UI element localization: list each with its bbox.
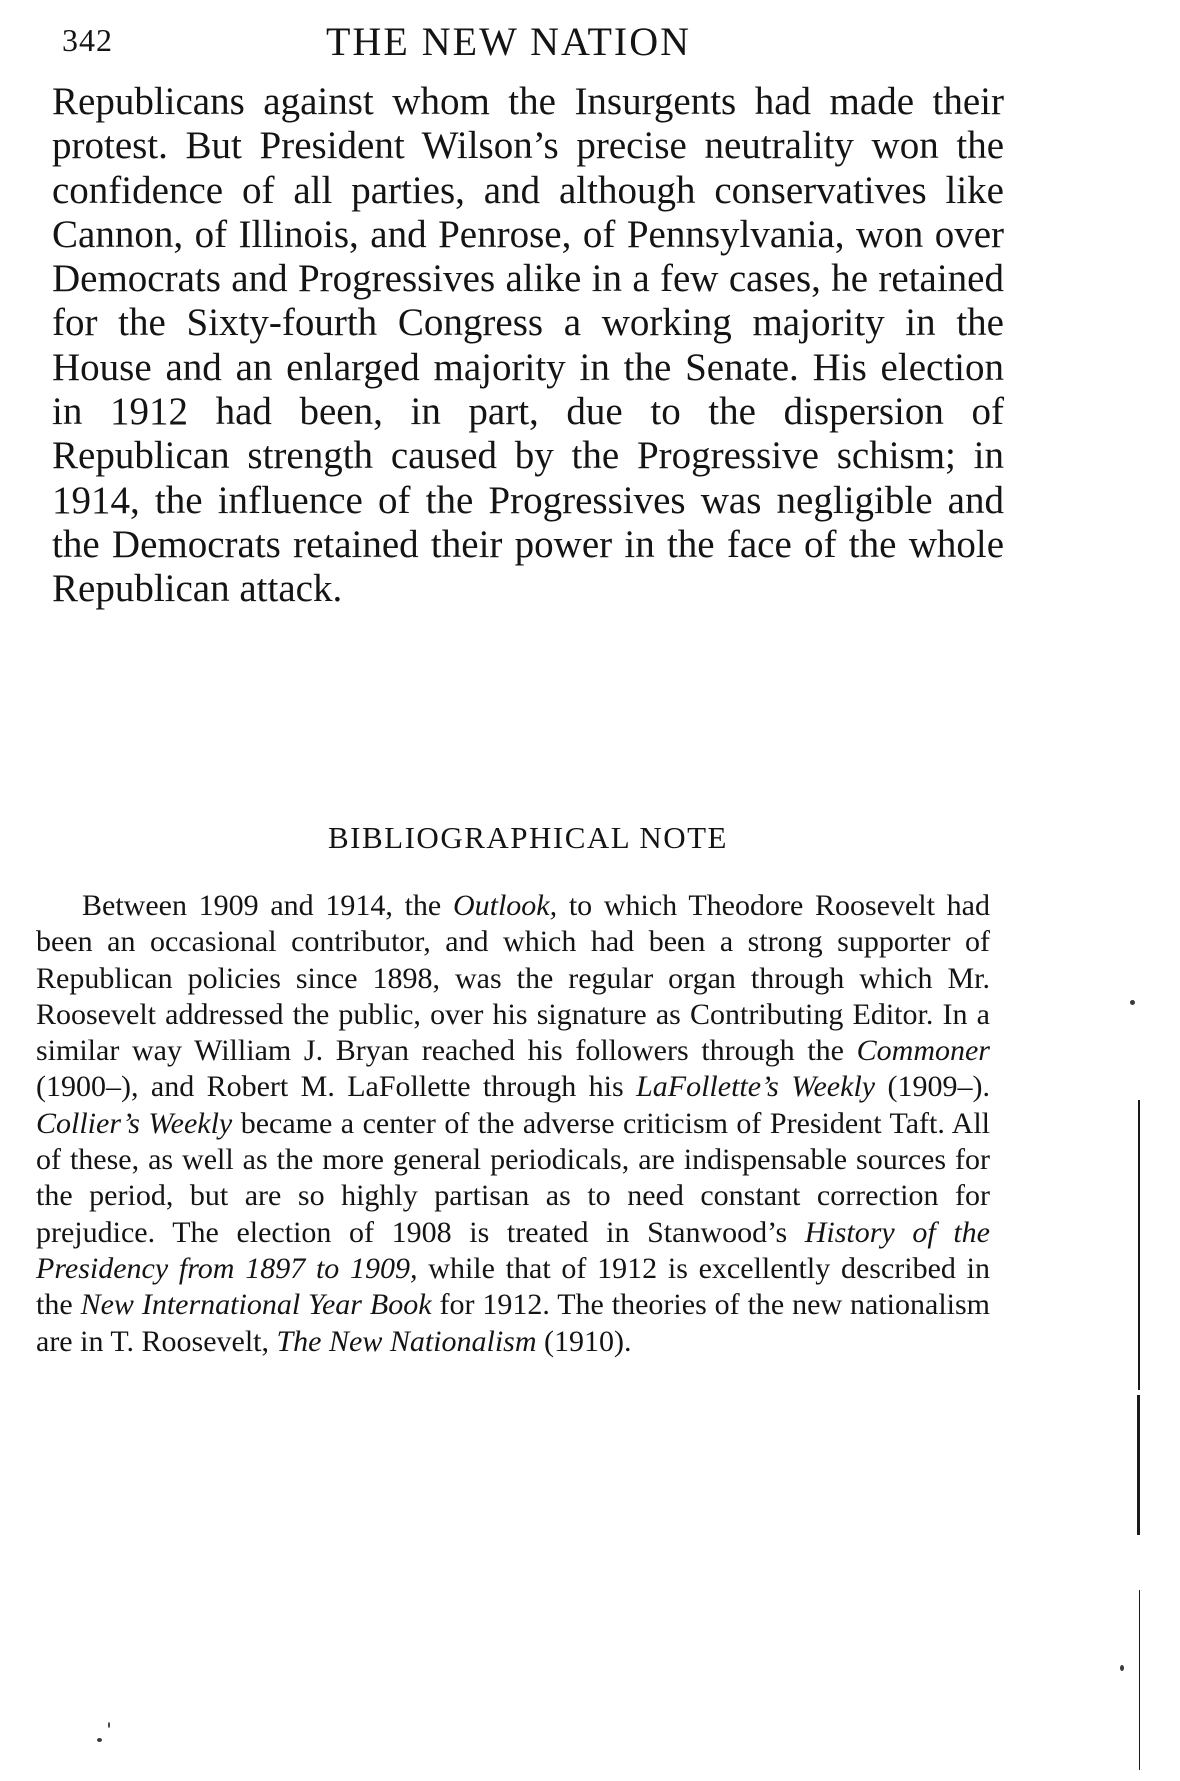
scan-edge-line: [1138, 1100, 1140, 1390]
note-text-segment: (1910).: [536, 1324, 632, 1358]
bibliographical-note: [36, 888, 990, 1360]
note-title-outlook: Outlook,: [452, 889, 558, 922]
note-text-segment: (1900–), and Robert M. LaFollette through his: [36, 1070, 637, 1104]
note-title-lafollettes-weekly: LaFollette’s Weekly: [636, 1070, 876, 1104]
note-title-commoner: Commoner: [856, 1034, 990, 1068]
scan-speck: [97, 1738, 102, 1742]
scan-speck: [1120, 1665, 1124, 1671]
note-paragraph: [36, 888, 990, 1360]
note-title-history-presidency: History of the Presidency from 1897 to 1909,: [36, 1215, 990, 1285]
note-text-segment: while that of 1912 is excellently described in the: [36, 1251, 990, 1322]
page-number: 342: [62, 22, 113, 58]
running-head: [62, 18, 1022, 68]
note-text-segment: to which Theodore Roosevelt had been an occasional contributor, and which had been a strong supporter of Republican policies since 1898, was the regular organ through which Mr. Roosevelt addressed the public, over his signature as Contributing Editor. In a similar way William J. Bryan reached his followers through the: [36, 889, 990, 1068]
note-text-segment: Between 1909 and 1914, the: [82, 889, 453, 922]
note-text-segment: became a center of the adverse criticism of President Taft. All of these, as well as the more general periodicals, are indispensable sources for the period, but are so highly partisan as to need constant correction for prejudice. The election of 1908 is treated in Stanwood’s: [36, 1106, 991, 1249]
note-title-new-nationalism: The New Nationalism: [276, 1324, 537, 1358]
scan-speck: [108, 1722, 110, 1728]
scan-edge-line: [1139, 1590, 1140, 1770]
bibliographical-note-heading: BIBLIOGRAPHICAL NOTE: [328, 820, 728, 855]
note-text-segment: (1909–).: [875, 1070, 990, 1104]
scan-edge-line: [1137, 1395, 1140, 1535]
note-title-colliers-weekly: Collier’s Weekly: [36, 1106, 233, 1140]
scan-speck: [1130, 1000, 1135, 1005]
body-paragraph: Republicans against whom the Insurgents had made their protest. But President Wilson’s precise neutrality won the confidence of all parties, and although conservatives like Cannon, of Illinois, and Penrose, of Pennsylvania, won over Democrats and Progressives alike in a few cases, he retained for the Sixty-fourth Congress a working majority in the House and an enlarged majority in the Senate. His election in 1912 had been, in part, due to the dispersion of Republican strength caused by the Progressive schism; in 1914, the influence of the Progressives was negligible and the Democrats retained their power in the face of the whole Republican attack.: [52, 80, 1004, 611]
running-title: THE NEW NATION: [326, 19, 691, 64]
note-title-year-book: New International Year Book: [80, 1288, 432, 1322]
note-text-segment: for 1912. The theories of the new nationalism are in T. Roosevelt,: [36, 1288, 991, 1358]
body-text: [52, 80, 1004, 612]
